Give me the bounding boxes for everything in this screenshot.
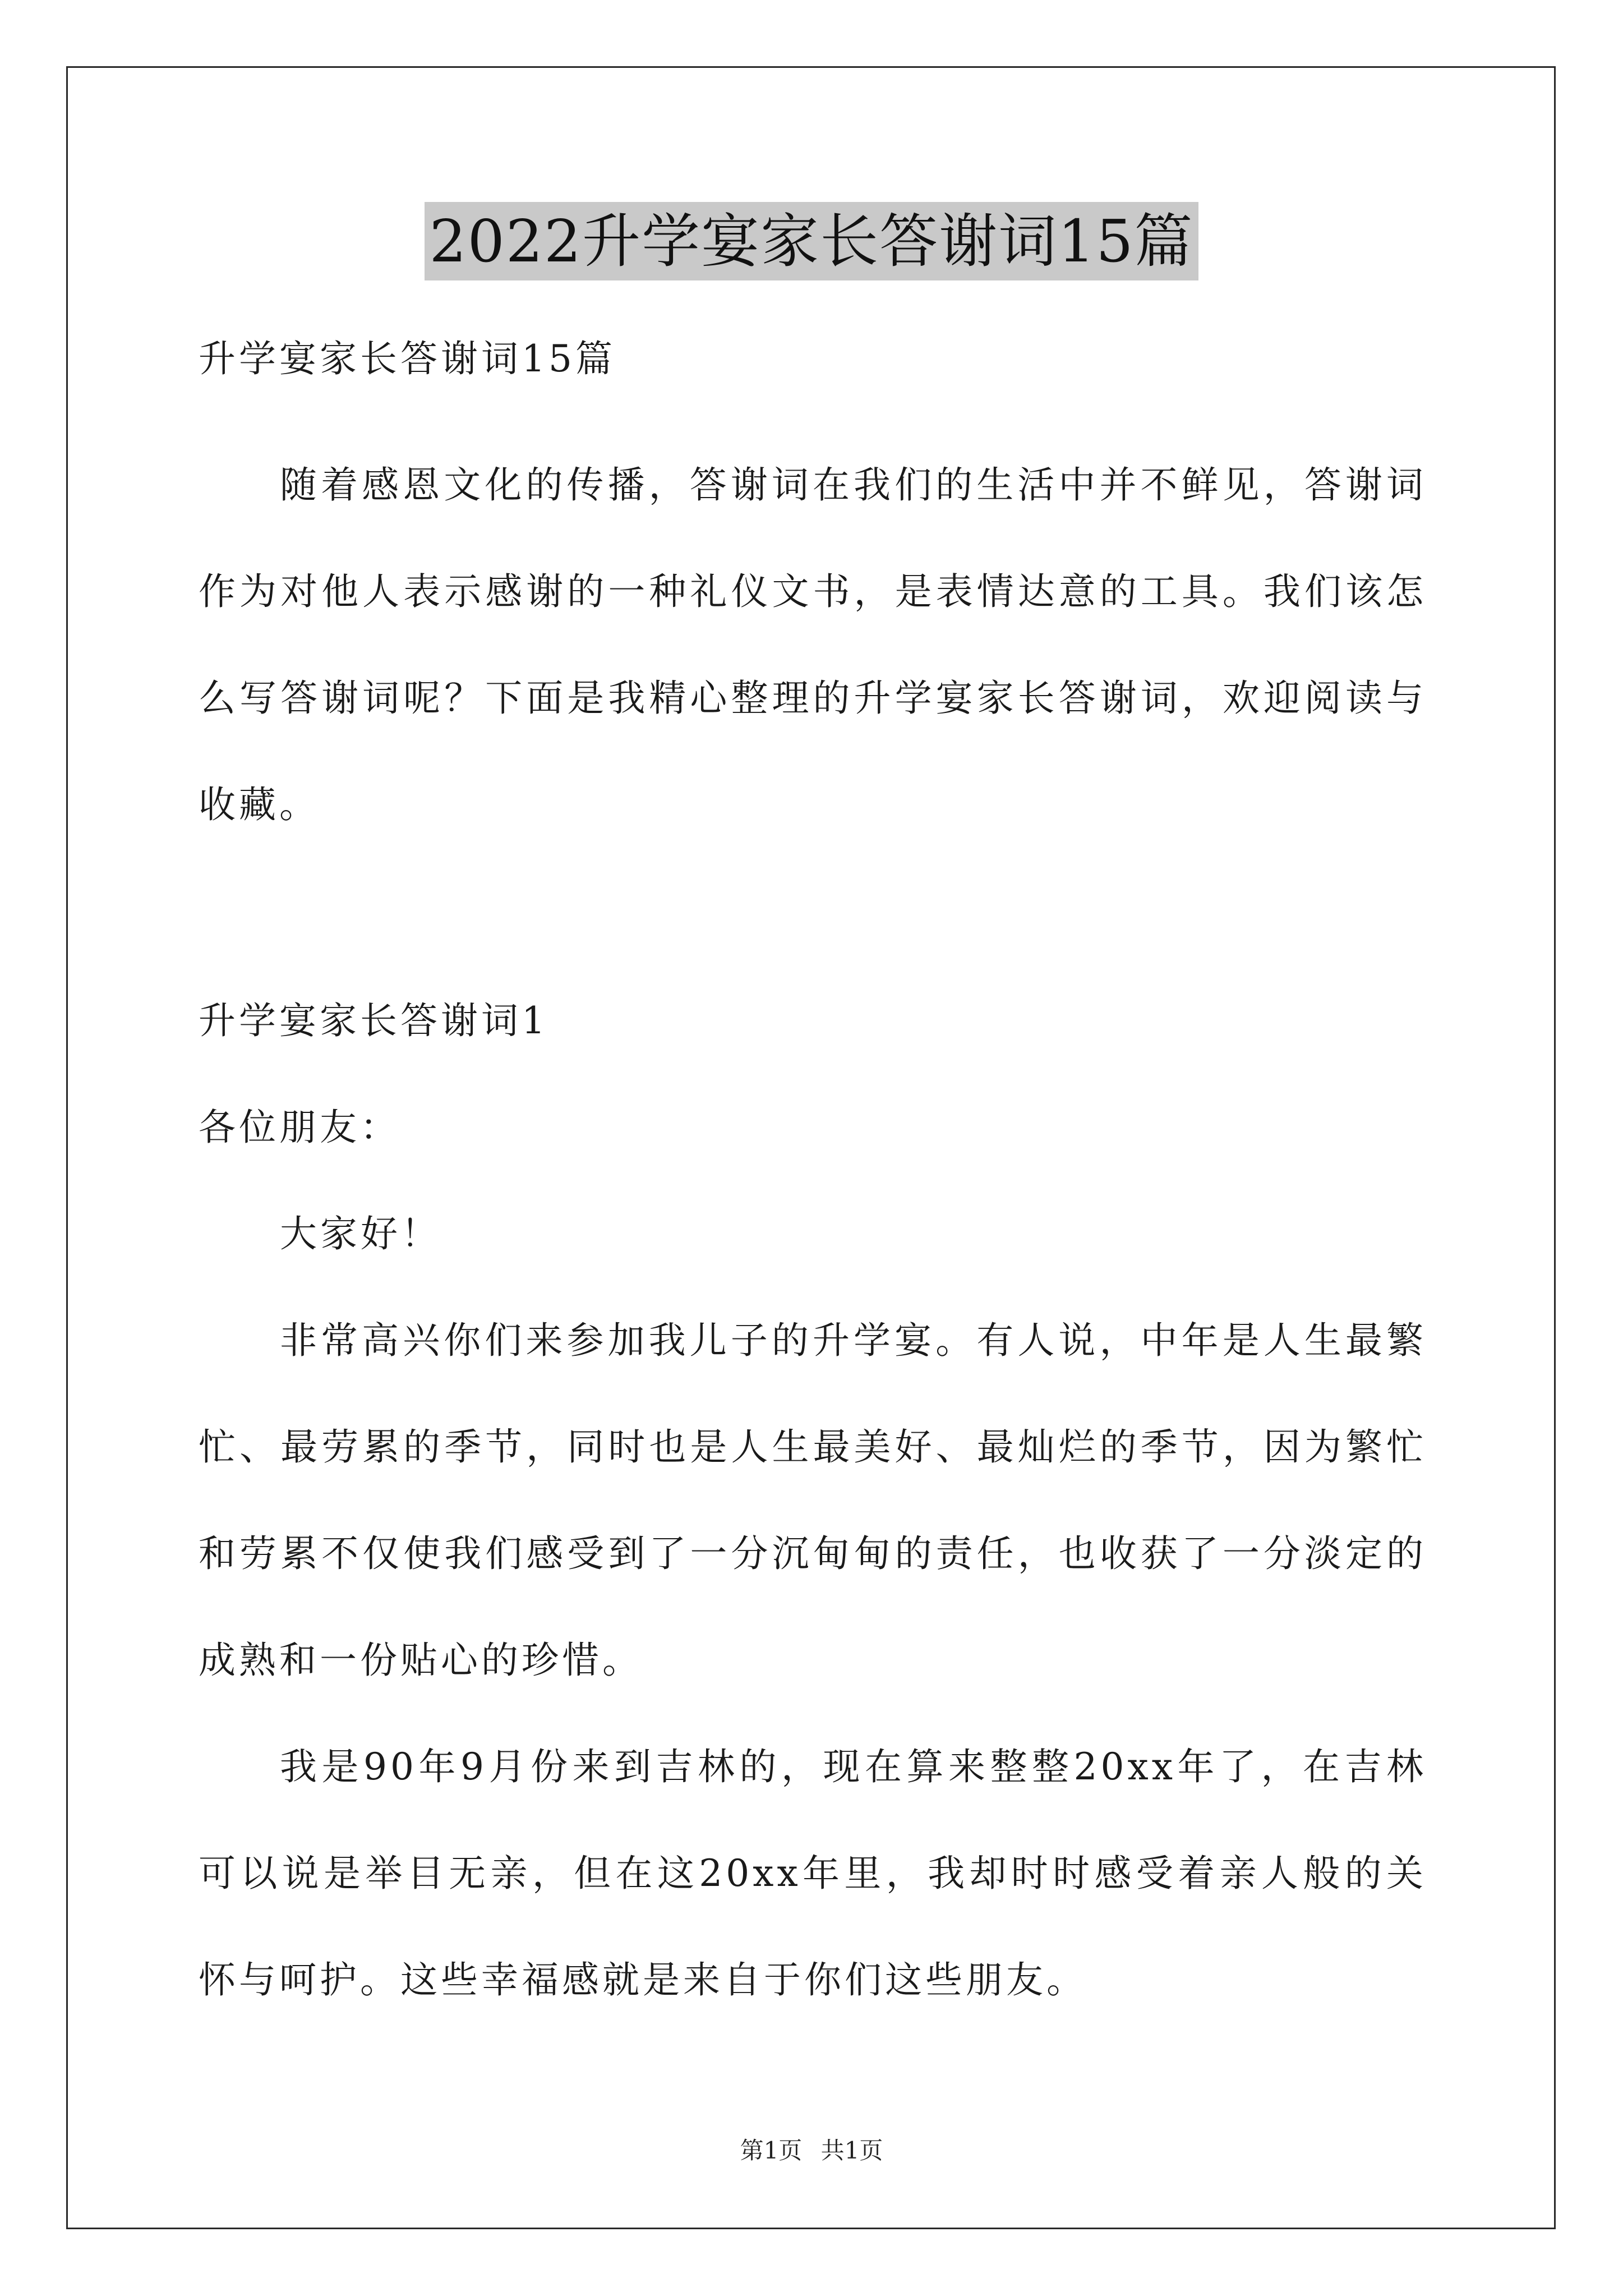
page-number: 第1页 [740, 2137, 803, 2164]
title-container [0, 202, 1623, 280]
page-footer [0, 2134, 1623, 2168]
page-total: 共1页 [820, 2137, 883, 2164]
body-paragraph: 非常高兴你们来参加我儿子的升学宴。有人说，中年是人生最繁忙、最劳累的季节，同时也是人生最美好、最灿烂的季节，因为繁忙和劳累不仅使我们感受到了一分沉甸甸的责任，也收获了一分淡定的成熟和一份贴心的珍惜。 [199, 1319, 1427, 1682]
greeting-paragraph: 大家好！ [280, 1212, 441, 1255]
salutation-paragraph: 各位朋友： [199, 1106, 400, 1149]
subtitle-paragraph: 升学宴家长答谢词15篇 [199, 337, 616, 380]
body-paragraph: 我是90年9月份来到吉林的，现在算来整整20xx年了，在吉林可以说是举目无亲，但在这20xx年里，我却时时感受着亲人般的关怀与呵护。这些幸福感就是来自于你们这些朋友。 [199, 1745, 1427, 2001]
document-title: 2022升学宴家长答谢词15篇 [425, 202, 1198, 280]
intro-paragraph: 随着感恩文化的传播，答谢词在我们的生活中并不鲜见，答谢词作为对他人表示感谢的一种礼仪文书，是表情达意的工具。我们该怎么写答谢词呢？下面是我精心整理的升学宴家长答谢词，欢迎阅读与收藏。 [199, 463, 1427, 826]
section-heading: 升学宴家长答谢词1 [199, 999, 548, 1042]
